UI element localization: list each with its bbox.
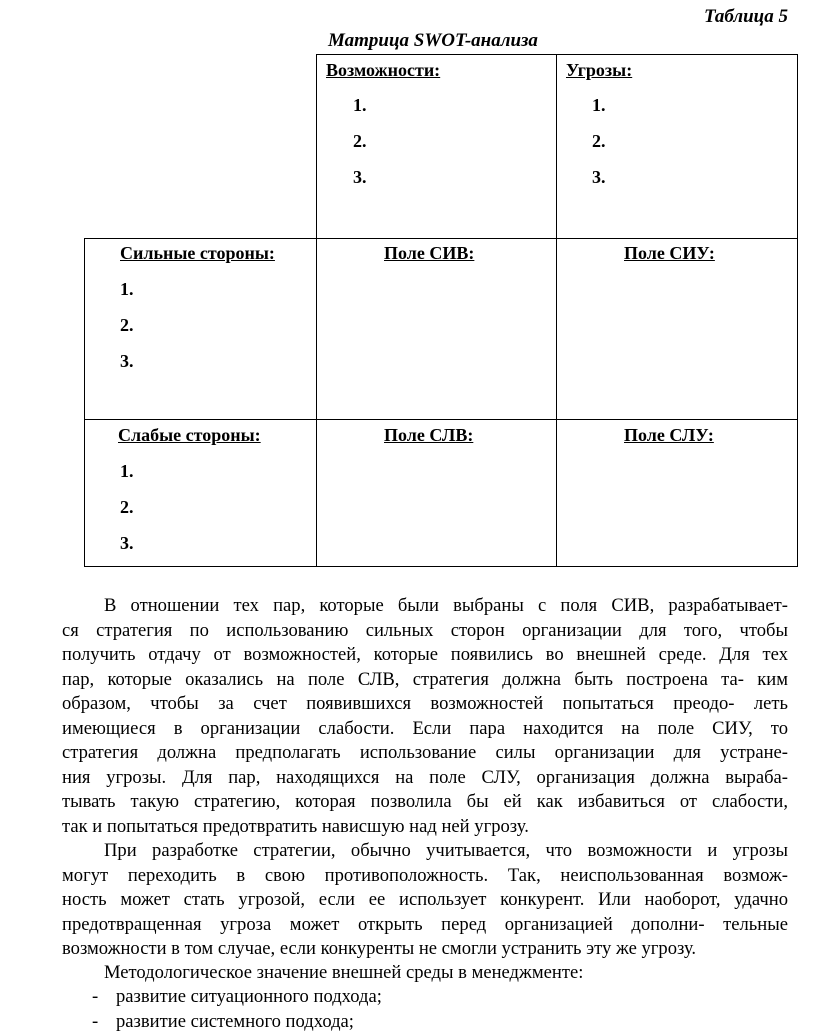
threat-item: 3. bbox=[592, 167, 606, 188]
text-line: При разработке стратегии, обычно учитывается, что возможности и угрозы bbox=[62, 839, 788, 864]
field-slv-cell bbox=[316, 419, 557, 567]
field-siu-title: Поле СИУ: bbox=[624, 243, 715, 264]
bullet-list bbox=[92, 985, 382, 1034]
field-siv-cell bbox=[316, 238, 557, 420]
table-title: Матрица SWOT-анализа bbox=[328, 30, 538, 52]
paragraph-strategy-development bbox=[62, 839, 788, 962]
strength-item: 1. bbox=[120, 279, 134, 300]
text-line: В отношении тех пар, которые были выбраны с поля СИВ, разрабатывает- bbox=[62, 594, 788, 619]
list-item-text: развитие системного подхода; bbox=[116, 1011, 354, 1032]
weakness-item: 2. bbox=[120, 497, 134, 518]
weakness-item: 1. bbox=[120, 461, 134, 482]
paragraph-methodological-significance bbox=[62, 961, 788, 986]
text-line: могут переходить в свою противоположность. Так, неиспользованная возмож- bbox=[62, 864, 788, 889]
text-line: Методологическое значение внешней среды в менеджменте: bbox=[62, 961, 788, 986]
table-number: Таблица 5 bbox=[704, 6, 788, 28]
text-line: ся стратегия по использованию сильных сторон организации для того, чтобы bbox=[62, 619, 788, 644]
opportunity-item: 1. bbox=[353, 95, 367, 116]
text-line: ность может стать угрозой, если ее использует конкурент. Или наоборот, удачно bbox=[62, 888, 788, 913]
field-slu-cell bbox=[556, 419, 798, 567]
text-line: так и попытаться предотвратить нависшую над ней угрозу. bbox=[62, 815, 788, 840]
weaknesses-title: Слабые стороны: bbox=[118, 425, 261, 446]
list-item-text: развитие ситуационного подхода; bbox=[116, 986, 382, 1007]
text-line: ния угрозы. Для пар, находящихся на поле СЛУ, организация должна выраба- bbox=[62, 766, 788, 791]
strength-item: 2. bbox=[120, 315, 134, 336]
list-item bbox=[92, 985, 382, 1010]
field-siu-cell bbox=[556, 238, 798, 420]
text-line: предотвращенная угроза может открыть перед организацией дополни- тельные bbox=[62, 913, 788, 938]
bullet-dash: - bbox=[92, 985, 116, 1010]
opportunities-title: Возможности: bbox=[326, 60, 440, 81]
text-line: образом, чтобы за счет появившихся возможностей попытаться преодо- леть bbox=[62, 692, 788, 717]
field-slu-title: Поле СЛУ: bbox=[624, 425, 714, 446]
bullet-dash: - bbox=[92, 1010, 116, 1034]
strengths-cell bbox=[84, 238, 317, 420]
threat-item: 2. bbox=[592, 131, 606, 152]
weakness-item: 3. bbox=[120, 533, 134, 554]
strength-item: 3. bbox=[120, 351, 134, 372]
text-line: тывать такую стратегию, которая позволила бы ей как избавиться от слабости, bbox=[62, 790, 788, 815]
text-line: стратегия должна предполагать использование силы организации для устране- bbox=[62, 741, 788, 766]
list-item bbox=[92, 1010, 382, 1034]
threat-item: 1. bbox=[592, 95, 606, 116]
text-line: получить отдачу от возможностей, которые появились во внешней среде. Для тех bbox=[62, 643, 788, 668]
threats-title: Угрозы: bbox=[566, 60, 632, 81]
field-slv-title: Поле СЛВ: bbox=[384, 425, 473, 446]
text-line: возможности в том случае, если конкуренты не смогли устранить эту же угрозу. bbox=[62, 937, 788, 962]
field-siv-title: Поле СИВ: bbox=[384, 243, 474, 264]
paragraph-swot-strategies bbox=[62, 594, 788, 839]
opportunity-item: 3. bbox=[353, 167, 367, 188]
opportunity-item: 2. bbox=[353, 131, 367, 152]
strengths-title: Сильные стороны: bbox=[120, 243, 275, 264]
text-line: имеющиеся в организации слабости. Если пара находится на поле СИУ, то bbox=[62, 717, 788, 742]
threats-cell bbox=[556, 54, 798, 239]
weaknesses-cell bbox=[84, 419, 317, 567]
opportunities-cell bbox=[316, 54, 557, 239]
text-line: пар, которые оказались на поле СЛВ, стратегия должна быть построена та- ким bbox=[62, 668, 788, 693]
